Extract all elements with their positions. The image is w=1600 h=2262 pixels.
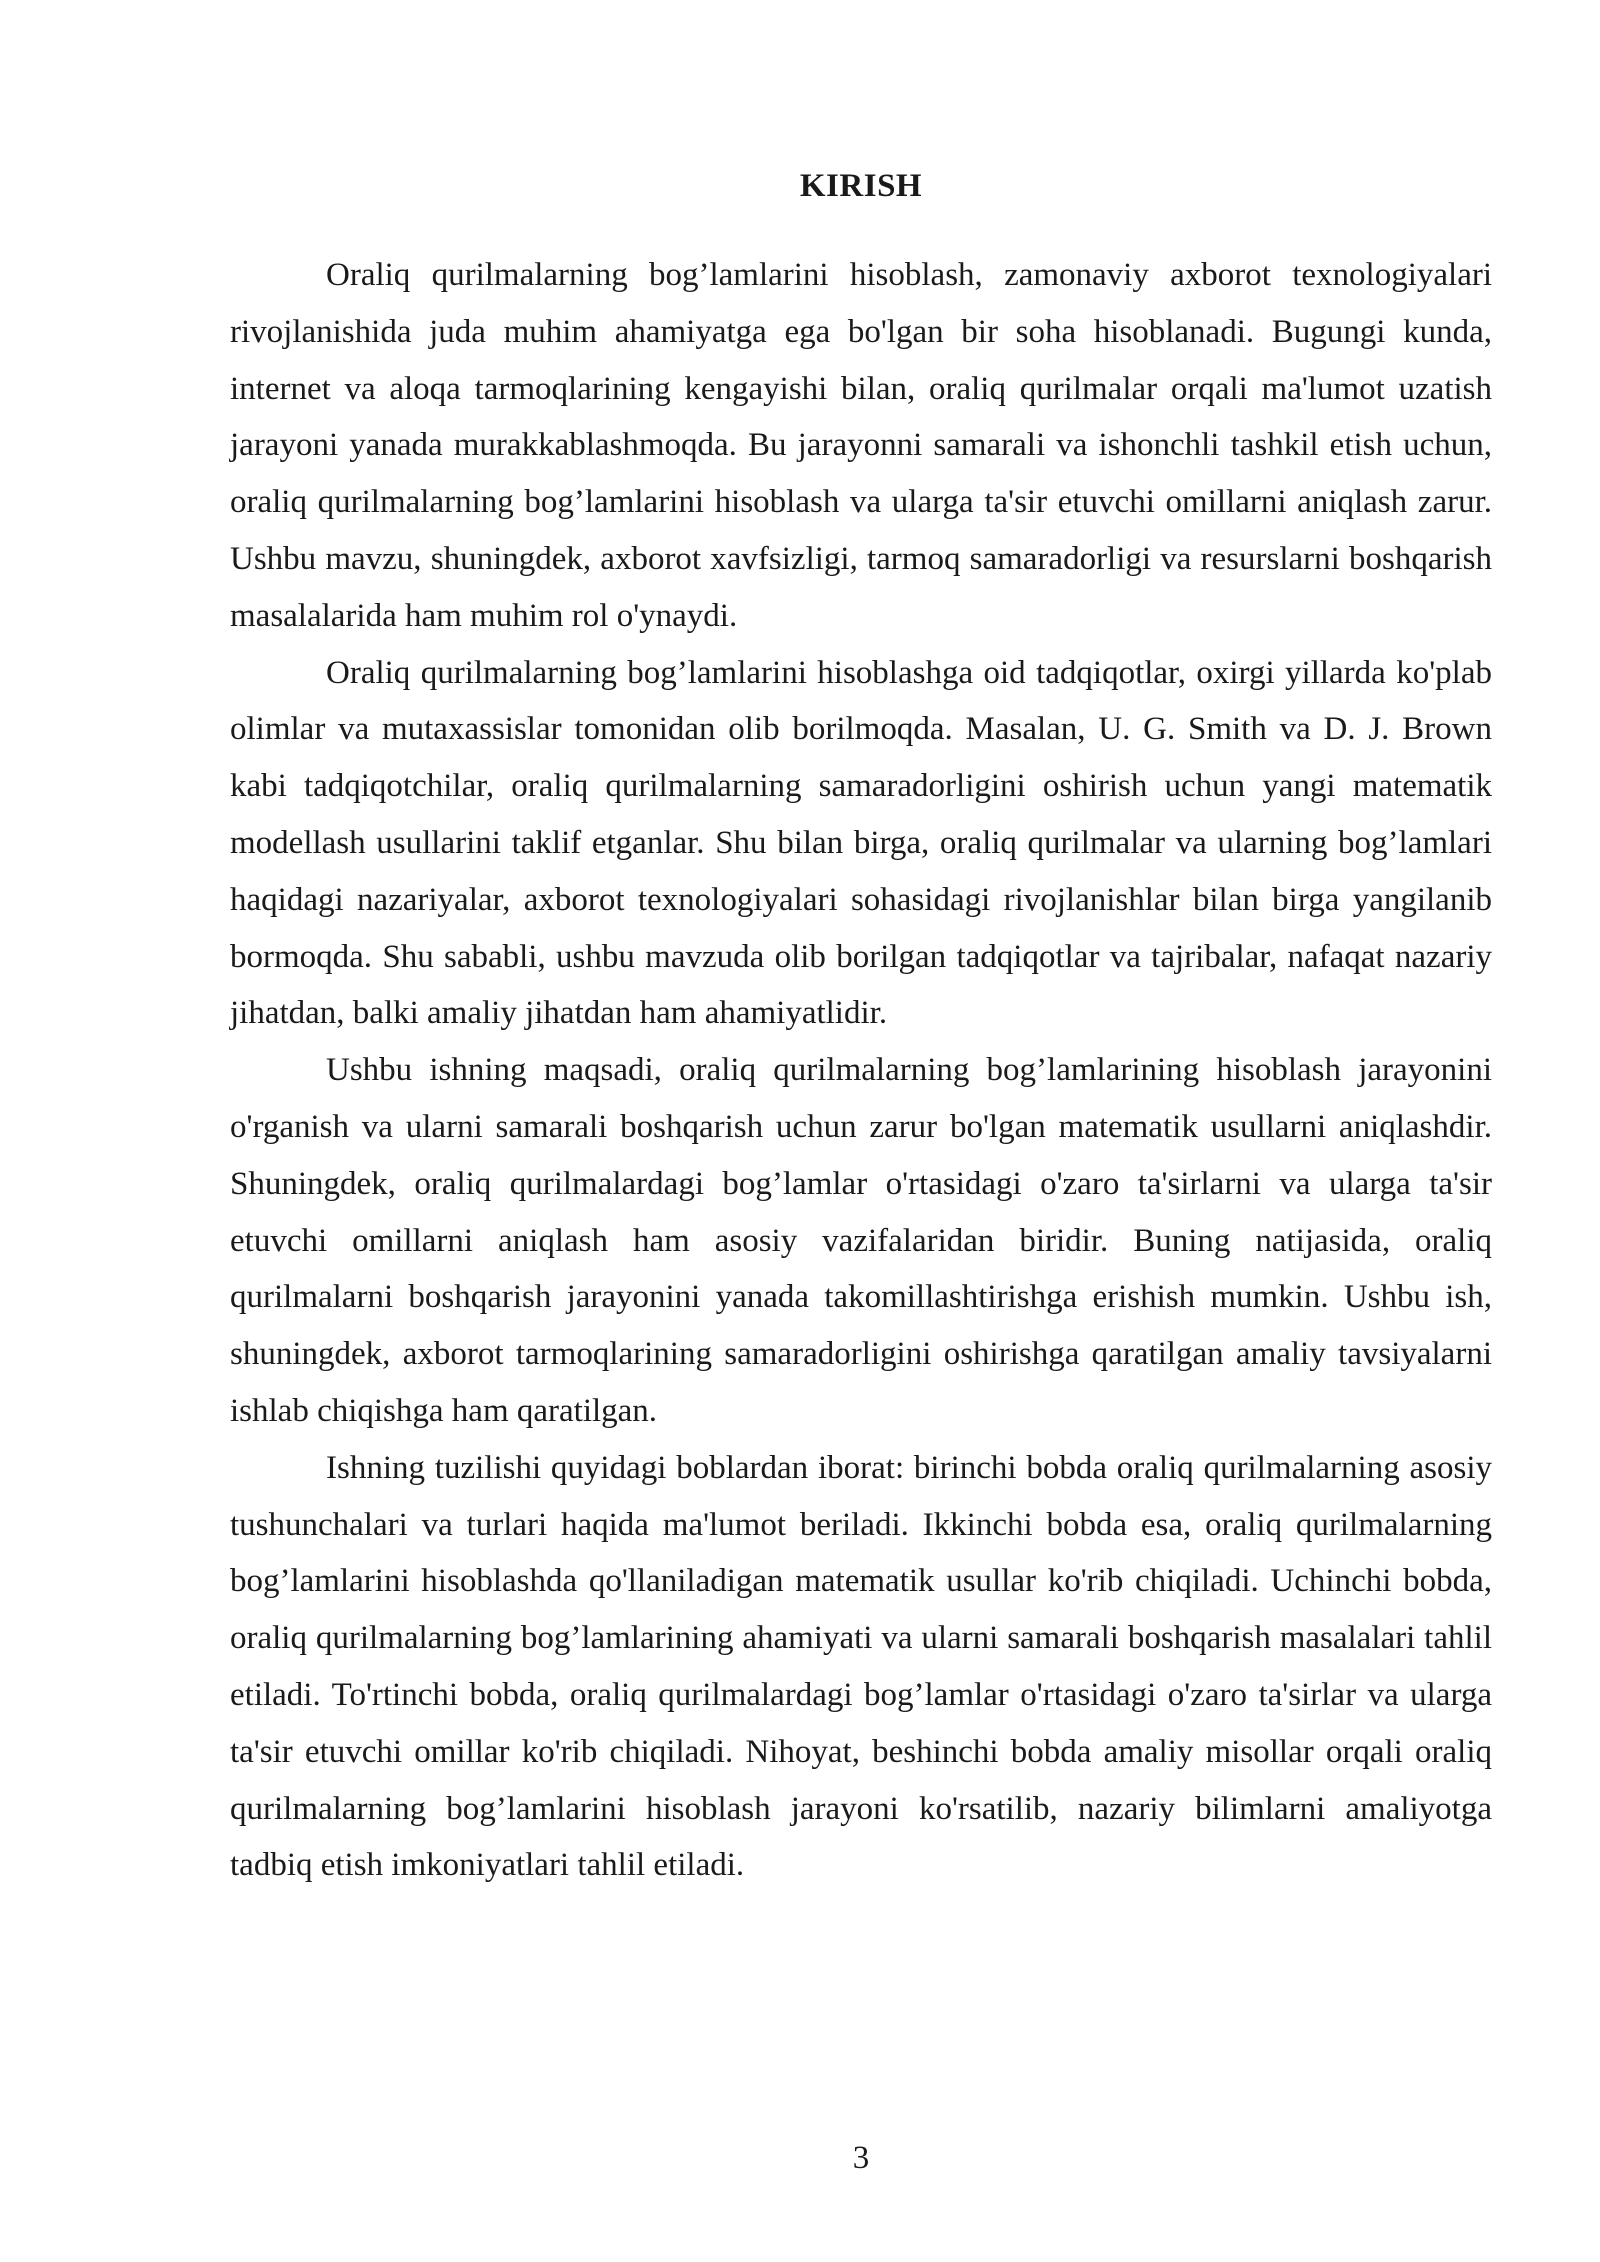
paragraph-2: Oraliq qurilmalarning bog’lamlarini hisoblashga oid tadqiqotlar, oxirgi yillarda ko'plab olimlar va mutaxassislar tomonidan olib borilmoqda. Masalan, U. G. Smith va D. J. Brown kabi tadqiqotchilar, oraliq qurilmalarning samaradorligini oshirish uchun yangi matematik modellash usullarini taklif etganlar. Shu bilan birga, oraliq qurilmalar va ularning bog’lamlari haqidagi nazariyalar, axborot texnologiyalari sohasidagi rivojlanishlar bilan birga yangilanib bormoqda. Shu sababli, ushbu mavzuda olib borilgan tadqiqotlar va tajribalar, nafaqat nazariy jihatdan, balki amaliy jihatdan ham ahamiyatlidir. — [230, 654, 1492, 1032]
body-text — [230, 247, 1492, 1894]
section-heading: KIRISH — [799, 168, 923, 204]
paragraph-4: Ishning tuzilishi quyidagi boblardan iborat: birinchi bobda oraliq qurilmalarning asosiy tushunchalari va turlari haqida ma'lumot beriladi. Ikkinchi bobda esa, oraliq qurilmalarning bog’lamlarini hisoblashda qo'llaniladigan matematik usullar ko'rib chiqiladi. Uchinchi bobda, oraliq qurilmalarning bog’lamlarining ahamiyati va ularni samarali boshqarish masalalari tahlil etiladi. To'rtinchi bobda, oraliq qurilmalardagi bog’lamlar o'rtasidagi o'zaro ta'sirlar va ularga ta'sir etuvchi omillar ko'rib chiqiladi. Nihoyat, beshinchi bobda amaliy misollar orqali oraliq qurilmalarning bog’lamlarini hisoblash jarayoni ko'rsatilib, nazariy bilimlarni amaliyotga tadbiq etish imkoniyatlari tahlil etiladi. — [230, 1449, 1492, 1884]
page-number: 3 — [852, 2140, 870, 2176]
paragraph-3: Ushbu ishning maqsadi, oraliq qurilmalarning bog’lamlarining hisoblash jarayonini o'rganish va ularni samarali boshqarish uchun zarur bo'lgan matematik usullarni aniqlashdir. Shuningdek, oraliq qurilmalardagi bog’lamlar o'rtasidagi o'zaro ta'sirlarni va ularga ta'sir etuvchi omillarni aniqlash ham asosiy vazifalaridan biridir. Buning natijasida, oraliq qurilmalarni boshqarish jarayonini yanada takomillashtirishga erishish mumkin. Ushbu ish, shuningdek, axborot tarmoqlarining samaradorligini oshirishga qaratilgan amaliy tavsiyalarni ishlab chiqishga ham qaratilgan. — [230, 1052, 1492, 1429]
paragraph-1: Oraliq qurilmalarning bog’lamlarini hisoblash, zamonaviy axborot texnologiyalari rivojlanishida juda muhim ahamiyatga ega bo'lgan bir soha hisoblanadi. Bugungi kunda, internet va aloqa tarmoqlarining kengayishi bilan, oraliq qurilmalar orqali ma'lumot uzatish jarayoni yanada murakkablashmoqda. Bu jarayonni samarali va ishonchli tashkil etish uchun, oraliq qurilmalarning bog’lamlarini hisoblash va ularga ta'sir etuvchi omillarni aniqlash zarur. Ushbu mavzu, shuningdek, axborot xavfsizligi, tarmoq samaradorligi va resurslarni boshqarish masalalarida ham muhim rol o'ynaydi. — [230, 257, 1492, 634]
